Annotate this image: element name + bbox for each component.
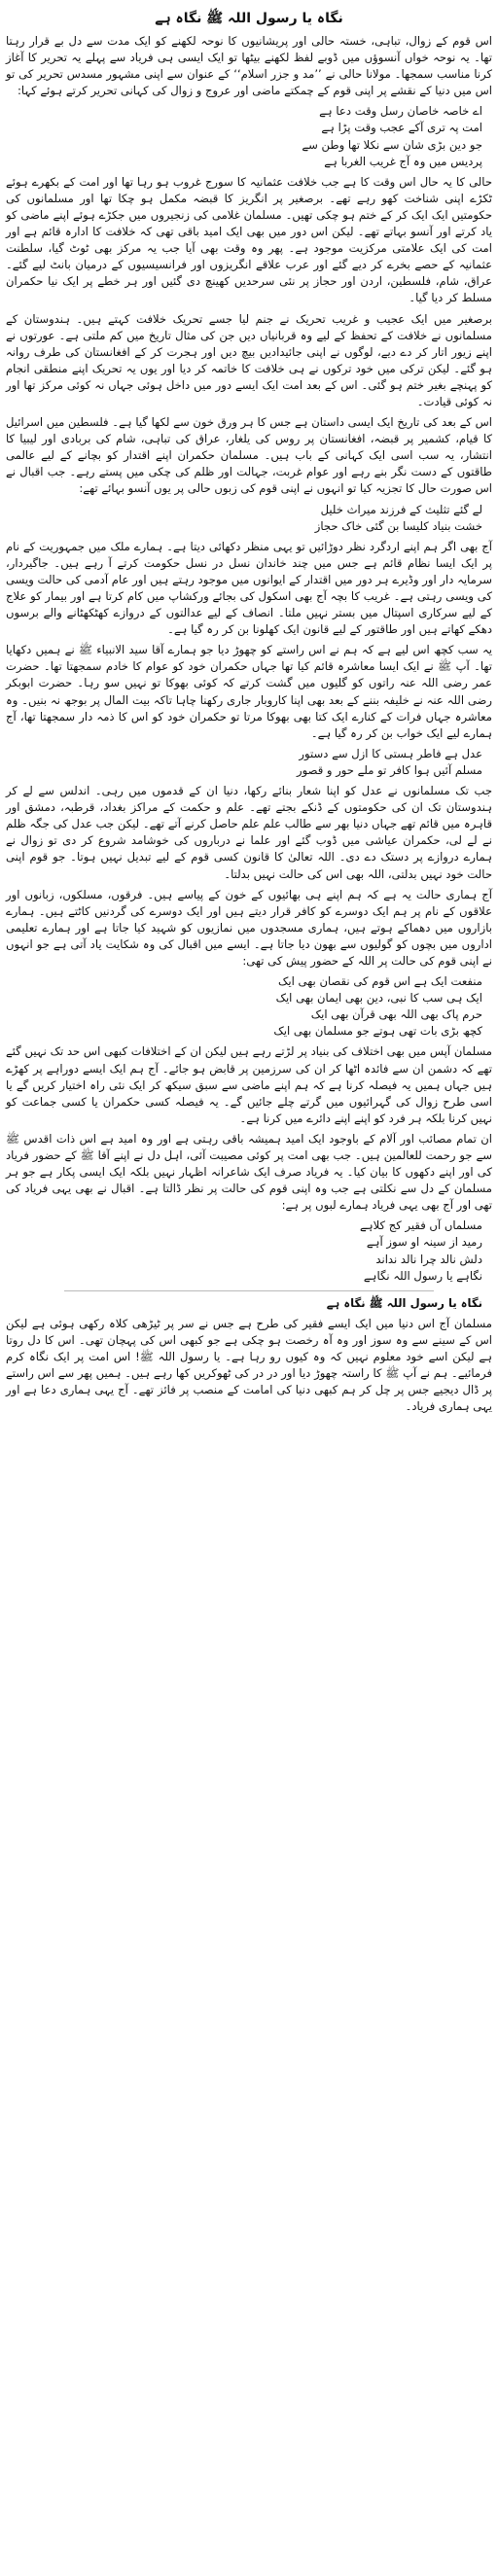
article-paragraph: حالی کا یہ حال اس وقت کا ہے جب خلافت عثمانیہ کا سورج غروب ہو رہا تھا اور امت کے بکھرے ہوئے ٹکڑے اپنی شناخت کھو رہے تھے۔ برصغیر پر انگریز کا قبضہ مکمل ہو چکا تھا اور مسلمانوں کی حکومتیں ایک ایک کر کے ختم ہو چکی تھیں۔ مسلمان غلامی کی زنجیروں میں جکڑے ہوئے اپنے ماضی کو یاد کرتے اور آنسو بہاتے تھے۔ لیکن اس دور میں بھی ایک امید باقی تھی کہ خلافت کا ادارہ قائم ہے اور امت کی ایک علامتی مرکزیت موجود ہے۔ پھر وہ وقت بھی آیا جب یہ مرکز بھی ٹوٹ گیا، سلطنت عثمانیہ کے حصے بخرے کر دیے گئے اور عرب علاقے انگریزوں اور فرانسیسیوں کے درمیان بانٹ لیے گئے۔ عراق، شام، فلسطین، اردن اور حجاز پر نئی سرحدیں کھینچ دی گئیں اور ہر خطے پر ایک نیا حکمران مسلط کر دیا گیا۔ [6,174,492,305]
verse-block [6,1295,492,1312]
verse-line: مسلماں آں فقیر کج کلاہے [360,1218,482,1233]
verse-block [6,746,492,779]
verse-line: جو دین بڑی شان سے نکلا تھا وطن سے [302,137,482,152]
verse-line: پردیس میں وہ آج غریب الغربا ہے [324,154,482,168]
article-paragraph: آج ہماری حالت یہ ہے کہ ہم اپنے ہی بھائیوں کے خون کے پیاسے ہیں۔ فرقوں، مسلکوں، زبانوں اور علاقوں کے نام پر ہم ایک دوسرے کو کافر قرار دیتے ہیں اور ایک دوسرے کی گردنیں کاٹتے ہیں۔ ہمارے بازاروں میں دھماکے ہوتے ہیں، ہماری مسجدوں میں نمازیوں کو شہید کیا جاتا ہے اور ہمارے تعلیمی اداروں میں بچوں کو گولیوں سے بھون دیا جاتا ہے۔ ایسے میں اقبال کی وہ شکایت یاد آتی ہے جو انہوں نے اپنی قوم کی حالت پر اللہ کے حضور پیش کی تھی: [6,887,492,968]
verse-line: لے گئے تثلیث کے فرزند میراث خلیل [320,502,482,516]
article-column [6,0,492,1415]
verse-line: خشت بنیاد کلیسا بن گئی خاک حجاز [314,518,482,533]
verse-line: دلش نالد چرا نالد نداند [375,1252,482,1266]
article-paragraph: مسلمان آپس میں بھی اختلاف کی بنیاد پر لڑتے رہے ہیں لیکن ان کے اختلافات کبھی اس حد تک نہیں گئے تھے کہ دشمن ان سے فائدہ اٹھا کر ان کی سرزمین پر قابض ہو جائے۔ آج ہم ایک ایسے دوراہے پر کھڑے ہیں جہاں ہمیں یہ فیصلہ کرنا ہے کہ ہم اپنے ماضی سے سبق سیکھ کر ایک نئی راہ اختیار کریں گے یا اسی طرح زوال کی گہرائیوں میں گرتے چلے جائیں گے۔ یہ فیصلہ کسی حکمران یا کسی جماعت کو نہیں کرنا بلکہ ہر فرد کو اپنے اپنے دائرے میں کرنا ہے۔ [6,1044,492,1125]
article-headline: نگاہ یا رسول اللہ ﷺ نگاہ ہے [155,11,343,26]
verse-line: نگاہ یا رسول اللہ ﷺ نگاہ ہے [326,1295,482,1310]
article-paragraph: یہ سب کچھ اس لیے ہے کہ ہم نے اس راستے کو چھوڑ دیا جو ہمارے آقا سید الانبیاء ﷺ نے ہمیں دکھایا تھا۔ آپ ﷺ نے ایک ایسا معاشرہ قائم کیا تھا جہاں حکمران خود کو عوام کا خادم سمجھتا تھا۔ حضرت عمر رضی اللہ عنہ راتوں کو گلیوں میں گشت کرتے کہ کوئی بھوکا تو نہیں سو رہا۔ حضرت ابوبکر رضی اللہ عنہ نے خلیفہ بننے کے بعد بھی اپنا کاروبار جاری رکھنا چاہا تاکہ بیت المال پر بوجھ نہ بنیں۔ وہ معاشرہ جہاں فرات کے کنارے ایک کتا بھی بھوکا مرتا تو حکمران خود کو اس کا ذمہ دار سمجھتا تھا، آج ہمارے لیے ایک خواب بن کر رہ گیا ہے۔ [6,643,492,740]
section-divider [64,1290,434,1291]
verse-line: اے خاصہ خاصان رسل وقت دعا ہے [319,104,482,119]
verse-block [6,502,492,535]
verse-line: ایک ہی سب کا نبی، دین بھی ایمان بھی ایک [275,991,482,1006]
article-paragraph: اس قوم کے زوال، تباہی، خستہ حالی اور پریشانیوں کا نوحہ لکھنے کو ایک مدت سے دل بے قرار رہتا تھا۔ یہ نوحہ خواں آنسوؤں میں ڈوبے لفظ لکھنے بیٹھا تو ایک ایسی ہی فریاد سے پہلے یہ تحریر کا آغاز کرنا مناسب سمجھا۔ مولانا حالی نے ’’مد و جزر اسلام‘‘ کے عنوان سے اپنی مشہور مسدس تحریر کی تو اس میں دنیا کے نقشے پر اپنی قوم کے چمکتے ماضی اور عروج و زوال کی کہانی تحریر کرتے ہوئے کہا: [6,34,492,98]
verse-block [6,103,492,169]
verse-line: نگاہے یا رسول اللہ نگاہے [363,1268,482,1283]
verse-line: رمید از سینہ او سوز آہے [366,1235,482,1250]
verse-line: حرم پاک بھی اللہ بھی قرآن بھی ایک [310,1007,482,1022]
article-paragraph: اس کے بعد کی تاریخ ایک ایسی داستان ہے جس کا ہر ورق خون سے لکھا گیا ہے۔ فلسطین میں اسرائیل کا قیام، کشمیر پر قبضہ، افغانستان پر روس کی یلغار، عراق کی تباہی، شام کی بربادی اور لیبیا کا انتشار، یہ سب اسی ایک کہانی کے باب ہیں۔ مسلمان حکمران اپنے اقتدار کو بچانے کے لیے عالمی طاقتوں کے دست نگر بنے رہے اور عوام غربت، جہالت اور ظلم کی چکی میں پستے رہے۔ جب اقبال نے اس صورت حال کا تجزیہ کیا تو انہوں نے اپنی قوم کی زبوں حالی پر یوں آنسو بہائے تھے: [6,415,492,496]
verse-line: امت پہ تری آکے عجب وقت پڑا ہے [321,121,482,135]
verse-block [6,973,492,1040]
verse-line: مسلم آئیں ہوا کافر تو ملے حور و قصور [297,762,482,777]
verse-line: کچھ بڑی بات تھی ہوتے جو مسلمان بھی ایک [273,1024,482,1039]
article-body [6,33,492,1415]
verse-line: منفعت ایک ہے اس قوم کی نقصان بھی ایک [278,974,482,989]
verse-block [6,1217,492,1284]
article-paragraph: برصغیر میں ایک عجیب و غریب تحریک نے جنم لیا جسے تحریک خلافت کہتے ہیں۔ ہندوستان کے مسلمانوں نے خلافت کے تحفظ کے لیے وہ قربانیاں دیں جن کی مثال تاریخ میں کم ملتی ہے۔ عورتوں نے اپنے زیور اتار کر دے دیے، لوگوں نے اپنی جائیدادیں بیچ دیں اور ہجرت کر کے افغانستان کی طرف روانہ ہو گئے۔ لیکن ترکی میں خود ترکوں نے ہی خلافت کا خاتمہ کر دیا اور یوں یہ تحریک اپنے منطقی انجام کو پہنچے بغیر ختم ہو گئی۔ اس کے بعد امت ایک ایسے دور میں داخل ہوئی جہاں نہ کوئی مرکز تھا اور نہ کوئی قیادت۔ [6,311,492,408]
verse-line: عدل ہے فاطر ہستی کا ازل سے دستور [299,746,482,760]
article-paragraph: جب تک مسلمانوں نے عدل کو اپنا شعار بنائے رکھا، دنیا ان کے قدموں میں رہی۔ اندلس سے لے کر ہندوستان تک ان کی حکومتوں کے ڈنکے بجتے تھے۔ علم و حکمت کے مراکز بغداد، قرطبہ، دمشق اور قاہرہ میں قائم تھے جہاں دنیا بھر سے طالب علم علم حاصل کرنے آتے تھے۔ لیکن جب عدل کی جگہ ظلم نے لے لی، حکمران عیاشی میں ڈوب گئے اور علما نے درباروں کی خوشامد شروع کر دی تو زوال نے ہمارے دروازے پر دستک دے دی۔ اللہ تعالیٰ کا قانون کسی قوم کے لیے تبدیل نہیں ہوتا۔ جو قوم اپنی حالت خود نہیں بدلتی، اللہ بھی اس کی حالت نہیں بدلتا۔ [6,784,492,881]
article-paragraph: آج بھی اگر ہم اپنے اردگرد نظر دوڑائیں تو یہی منظر دکھائی دیتا ہے۔ ہمارے ملک میں جمہوریت کے نام پر ایک ایسا نظام قائم ہے جس میں چند خاندان نسل در نسل حکومت کرتے آ رہے ہیں۔ جاگیردار، سرمایہ دار اور وڈیرے ہر دور میں اقتدار کے ایوانوں میں موجود رہتے ہیں اور عام آدمی کی حالت ویسی کی ویسی رہتی ہے۔ غریب کا بچہ آج بھی اسکول کی بجائے ورکشاپ میں کام کرتا ہے اور بیمار کو علاج کے لیے سرکاری اسپتال میں بستر نہیں ملتا۔ انصاف کے لیے عدالتوں کے دروازے کھٹکھٹانے والے برسوں دھکے کھاتے ہیں اور طاقتور کے لیے قانون ایک کھلونا بن کر رہ گیا ہے۔ [6,539,492,637]
article-paragraph: ان تمام مصائب اور آلام کے باوجود ایک امید ہمیشہ باقی رہتی ہے اور وہ امید ہے اس ذات اقدس ﷺ سے جو رحمت للعالمین ہیں۔ جب بھی امت پر کوئی مصیبت آئی، اہل دل نے اپنے آقا ﷺ کے حضور فریاد کی اور اپنے دکھوں کا بیان کیا۔ یہ فریاد صرف ایک شاعرانہ اظہار نہیں بلکہ ایک ایسی پکار ہے جو ہر مسلمان کے دل سے نکلتی ہے جب وہ اپنی قوم کی حالت پر نظر ڈالتا ہے۔ اقبال نے بھی یہی فریاد کی تھی اور آج بھی یہی فریاد ہمارے لبوں پر ہے: [6,1131,492,1213]
article-paragraph: مسلمان آج اس دنیا میں ایک ایسے فقیر کی طرح ہے جس نے سر پر ٹیڑھی کلاہ رکھی ہوئی ہے لیکن اس کے سینے سے وہ سوز اور وہ آہ رخصت ہو چکی ہے جو کبھی اس کی پہچان تھی۔ اس کا دل روتا ہے لیکن اسے خود معلوم نہیں کہ وہ کیوں رو رہا ہے۔ یا رسول اللہ ﷺ! اس امت پر ایک نگاہ کرم فرمائیے۔ ہم نے آپ ﷺ کا راستہ چھوڑ دیا اور در در کی ٹھوکریں کھا رہے ہیں۔ ہمیں پھر سے اس راستے پر ڈال دیجیے جس پر چل کر ہم کبھی دنیا کی امامت کے منصب پر فائز تھے۔ آج یہی ہماری دعا ہے اور یہی ہماری فریاد۔ [6,1316,492,1414]
